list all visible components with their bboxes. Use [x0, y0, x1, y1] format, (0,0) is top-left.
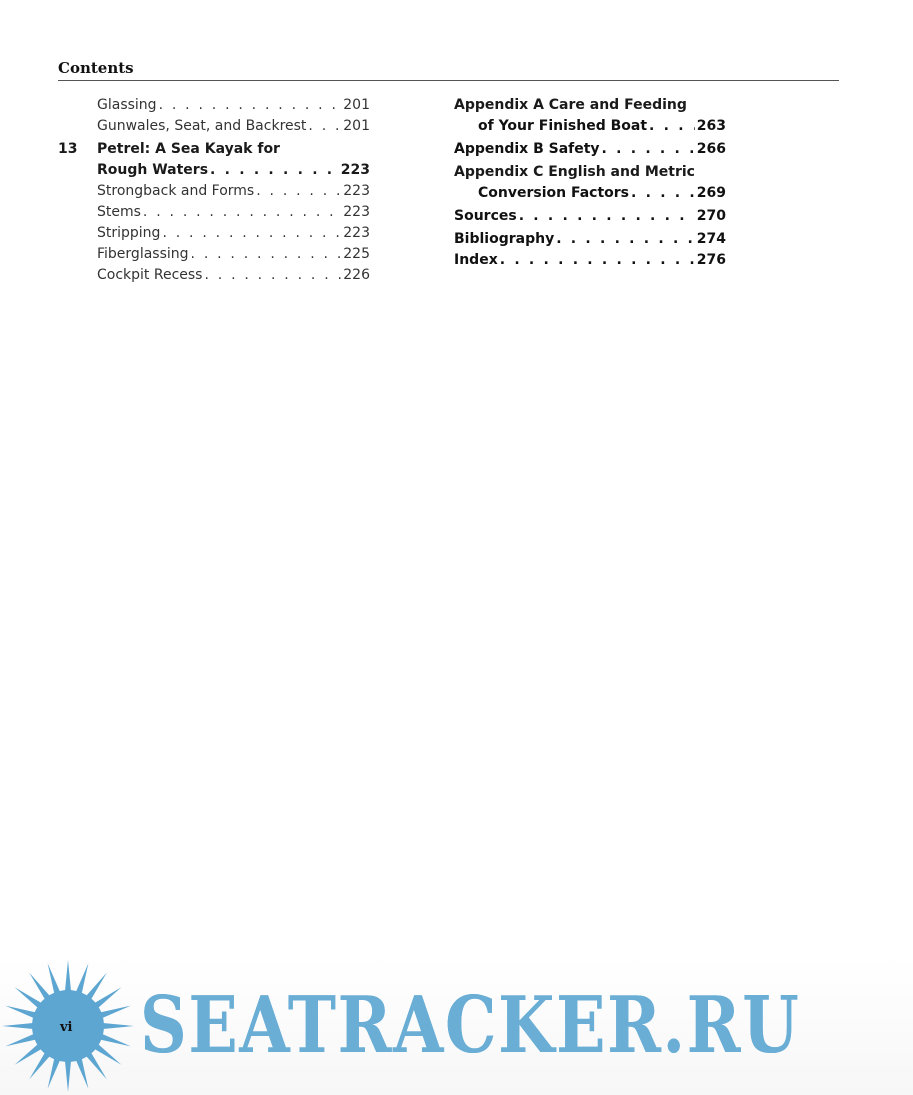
chapter-heading-line2[interactable] [58, 160, 370, 181]
toc-entry[interactable] [58, 116, 370, 137]
toc-entry[interactable] [58, 202, 370, 223]
chapter-title-line1: Petrel: A Sea Kayak for [97, 141, 280, 157]
toc-entry[interactable] [58, 181, 370, 202]
bibliography-label: Bibliography [454, 231, 555, 247]
chapter-page: 223 [340, 162, 370, 178]
appendix-a-line1[interactable]: Appendix A Care and Feeding [454, 97, 687, 113]
leader-dots [308, 116, 341, 137]
toc-entry-page: 226 [343, 267, 370, 283]
toc-entry-label: Glassing [97, 97, 157, 113]
toc-entry[interactable] [58, 244, 370, 265]
index-label: Index [454, 252, 498, 268]
appendix-c-page: 269 [696, 185, 726, 201]
toc-entry[interactable] [58, 95, 370, 116]
bibliography-entry[interactable] [454, 229, 726, 250]
appendix-c-line2: Conversion Factors [478, 185, 630, 201]
appendix-a-line2: of Your Finished Boat [478, 118, 648, 134]
leader-dots [204, 265, 341, 286]
leader-dots [256, 181, 341, 202]
toc-entry-label: Stripping [97, 225, 161, 241]
toc-entry-page: 201 [343, 118, 370, 134]
chapter-title-line2: Rough Waters [97, 162, 209, 178]
appendix-a-page: 263 [696, 118, 726, 134]
appendix-b-page: 266 [696, 141, 726, 157]
sources-page: 270 [696, 208, 726, 224]
toc-entry-label: Cockpit Recess [97, 267, 203, 283]
toc-right-column [454, 95, 726, 271]
leader-dots [162, 223, 341, 244]
leader-dots [602, 139, 695, 160]
index-entry[interactable] [454, 250, 726, 271]
appendix-b-entry[interactable] [454, 139, 726, 160]
watermark-logo: SEATRACKER.RU [140, 980, 801, 1071]
toc-entry-label: Fiberglassing [97, 246, 189, 262]
appendix-a-entry[interactable] [454, 116, 726, 137]
sources-label: Sources [454, 208, 517, 224]
toc-entry-label: Stems [97, 204, 141, 220]
leader-dots [159, 95, 342, 116]
leader-dots [519, 206, 695, 227]
leader-dots [649, 116, 695, 137]
leader-dots [500, 250, 695, 271]
appendix-b-label: Appendix B Safety [454, 141, 600, 157]
chapter-heading[interactable] [58, 139, 370, 160]
page-folio: vi [60, 1020, 73, 1035]
leader-dots [556, 229, 695, 250]
toc-entry[interactable] [58, 223, 370, 244]
appendix-c-line1[interactable]: Appendix C English and Metric [454, 164, 695, 180]
toc-entry-label: Strongback and Forms [97, 183, 255, 199]
appendix-c-entry[interactable] [454, 183, 726, 204]
leader-dots [143, 202, 341, 223]
toc-entry[interactable] [58, 265, 370, 286]
header-rule [58, 80, 839, 81]
leader-dots [210, 160, 339, 181]
toc-entry-page: 225 [343, 246, 370, 262]
chapter-number: 13 [58, 141, 78, 157]
sources-entry[interactable] [454, 206, 726, 227]
leader-dots [191, 244, 342, 265]
bibliography-page: 274 [696, 231, 726, 247]
running-head-title: Contents [58, 59, 134, 77]
toc-entry-page: 223 [343, 204, 370, 220]
toc-entry-page: 223 [343, 225, 370, 241]
leader-dots [631, 183, 695, 204]
index-page: 276 [696, 252, 726, 268]
toc-entry-label: Gunwales, Seat, and Backrest [97, 118, 307, 134]
toc-entry-page: 201 [343, 97, 370, 113]
toc-left-column [58, 95, 370, 286]
toc-entry-page: 223 [343, 183, 370, 199]
